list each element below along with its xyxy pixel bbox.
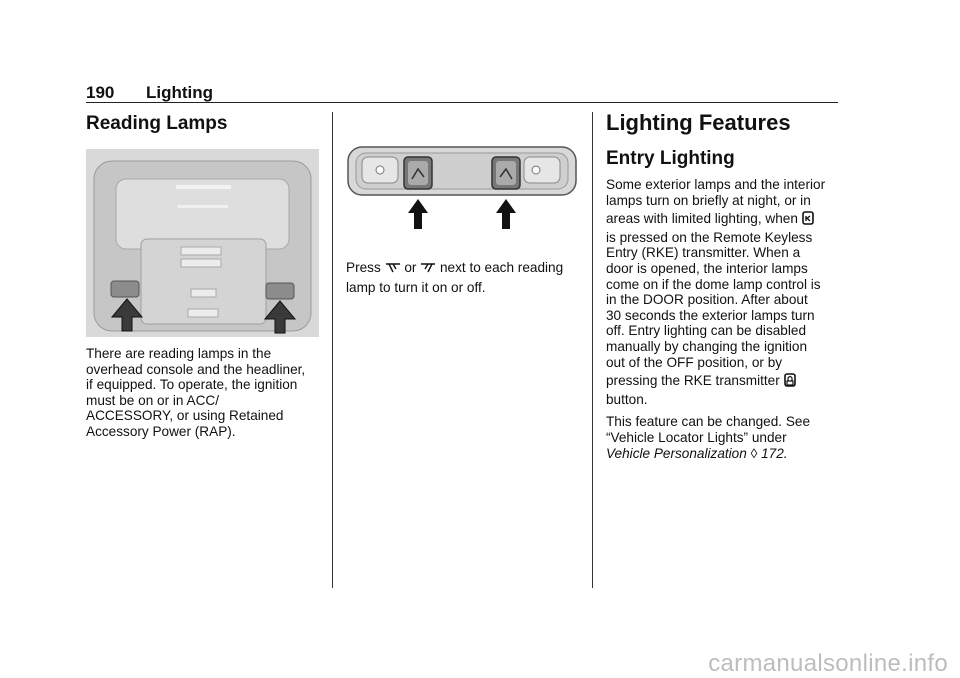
column-divider-1 bbox=[332, 112, 333, 588]
reading-lamp-right-icon bbox=[420, 262, 436, 274]
cross-reference-title: Vehicle Personalization bbox=[606, 445, 747, 461]
cross-reference-page: 172. bbox=[761, 445, 788, 461]
subheading-entry-lighting: Entry Lighting bbox=[606, 148, 735, 169]
section-heading-reading-lamps: Reading Lamps bbox=[86, 113, 228, 134]
reading-lamp-instruction: Press or next to each reading lamp to turn it on or off. bbox=[346, 260, 564, 295]
unlock-transmitter-icon bbox=[784, 373, 796, 387]
header-rule bbox=[86, 102, 838, 103]
reading-lamps-paragraph: There are reading lamps in the overhead console and the headliner, if equipped. To operate, the ignition must be on or in ACC/ ACCESSORY, or using Retained Accessory Power (RAP). bbox=[86, 346, 306, 439]
reading-lamp-switches-illustration bbox=[346, 143, 578, 233]
reading-lamp-left-icon bbox=[385, 262, 401, 274]
page-number: 190 bbox=[86, 83, 115, 102]
overhead-console-illustration bbox=[86, 149, 319, 337]
unlock-button-icon bbox=[802, 211, 814, 225]
watermark: carmanualsonline.info bbox=[708, 650, 948, 677]
entry-lighting-paragraph: Some exterior lamps and the interior lamps turn on briefly at night, or in areas with limited lighting, when is pressed on the Remote Keyless Entry (RKE) transmitter. When a door is opened, the interior lamps come on if the dome lamp control is in the DOOR position. After about 30 seconds the exterior lamps turn off. Entry lighting can be disabled manually by changing the ignition out of the OFF position, or by pressing the RKE transmitter button. This feature can be changed. See “Vehicle Locator Lights” under Vehicle Personalization ◊ 172. bbox=[606, 177, 826, 461]
column-divider-2 bbox=[592, 112, 593, 588]
arrow-up-icon bbox=[408, 199, 428, 229]
page-ref-arrow-icon: ◊ bbox=[750, 445, 758, 461]
chapter-title: Lighting bbox=[146, 83, 214, 102]
section-heading-lighting-features: Lighting Features bbox=[606, 110, 791, 135]
arrow-up-icon bbox=[496, 199, 516, 229]
